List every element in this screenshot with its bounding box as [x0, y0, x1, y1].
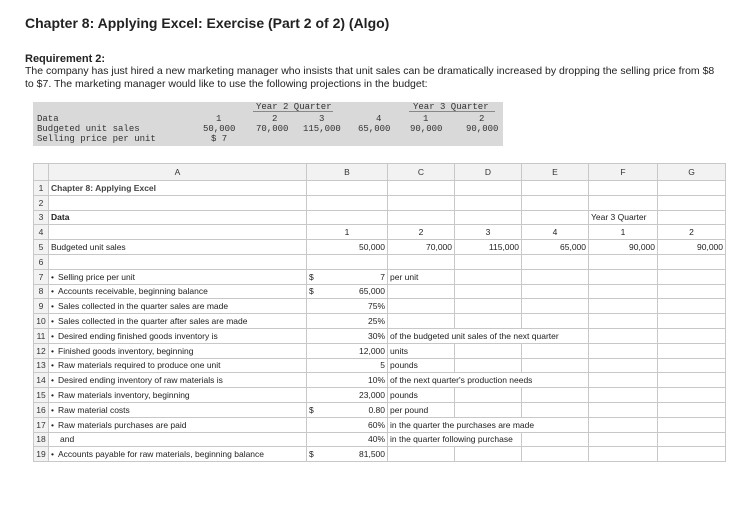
cell[interactable]	[658, 417, 726, 432]
label: Desired ending inventory of raw materials is	[58, 375, 223, 386]
cell[interactable]	[455, 181, 522, 196]
cell[interactable]	[589, 269, 658, 284]
cell[interactable]	[388, 181, 455, 196]
cell-b12[interactable]: 12,000	[307, 343, 388, 358]
cell[interactable]	[455, 269, 522, 284]
projection-units-y3q1: 90,000	[410, 124, 443, 134]
label: Raw materials purchases are paid	[58, 419, 187, 430]
cell[interactable]	[658, 328, 726, 343]
cell-c7[interactable]: per unit	[388, 269, 455, 284]
cell[interactable]	[455, 343, 522, 358]
row-header[interactable]: 11	[34, 328, 49, 343]
cell[interactable]	[388, 447, 455, 462]
year3-header: Year 3 Quarter	[413, 102, 489, 112]
label: Raw materials required to produce one unit	[58, 360, 221, 371]
cell[interactable]	[522, 432, 589, 447]
projection-units-label: Budgeted unit sales	[37, 124, 140, 134]
value: 7	[380, 271, 385, 282]
cell[interactable]	[455, 447, 522, 462]
cell[interactable]	[522, 388, 589, 403]
cell-a3[interactable]: Data	[49, 210, 307, 225]
cell[interactable]	[455, 299, 522, 314]
row-header[interactable]: 19	[34, 447, 49, 462]
cell[interactable]	[658, 358, 726, 373]
row-header[interactable]: 2	[34, 195, 49, 210]
cell[interactable]	[522, 358, 589, 373]
col-header-a[interactable]: A	[49, 164, 307, 181]
col-header-d[interactable]: D	[455, 164, 522, 181]
dollar-sign: $	[309, 449, 314, 460]
projection-units-q3: 115,000	[303, 124, 341, 134]
cell-d5[interactable]: 115,000	[455, 240, 522, 255]
cell[interactable]	[658, 195, 726, 210]
cell[interactable]	[522, 402, 589, 417]
projection-price: $ 7	[211, 134, 228, 144]
projection-q1: 1	[216, 114, 222, 124]
cell[interactable]	[658, 402, 726, 417]
cell[interactable]	[589, 328, 658, 343]
value: 65,000	[359, 286, 385, 297]
label: Desired ending finished goods inventory is	[58, 330, 218, 341]
cell[interactable]	[658, 314, 726, 329]
cell[interactable]	[49, 225, 307, 240]
row-header[interactable]: 3	[34, 210, 49, 225]
col-header-g[interactable]: G	[658, 164, 726, 181]
cell[interactable]	[455, 195, 522, 210]
cell-g4[interactable]: 2	[658, 225, 726, 240]
cell[interactable]	[658, 373, 726, 388]
cell[interactable]	[388, 210, 455, 225]
cell-c5[interactable]: 70,000	[388, 240, 455, 255]
cell-a11[interactable]	[49, 328, 307, 343]
cell-a10[interactable]	[49, 314, 307, 329]
cell[interactable]	[589, 299, 658, 314]
projection-q4: 4	[376, 114, 382, 124]
dollar-sign: $	[309, 271, 314, 282]
cell-c16[interactable]: per pound	[388, 402, 455, 417]
cell[interactable]	[589, 314, 658, 329]
projection-units-q1: 50,000	[203, 124, 236, 134]
cell-b16[interactable]	[307, 402, 388, 417]
row-header[interactable]: 13	[34, 358, 49, 373]
bullet: •	[51, 271, 54, 282]
cell[interactable]	[388, 254, 455, 269]
cell[interactable]	[522, 284, 589, 299]
bullet: •	[51, 419, 54, 430]
cell-b11[interactable]: 30%	[307, 328, 388, 343]
cell-b15[interactable]: 23,000	[307, 388, 388, 403]
cell-c13[interactable]: pounds	[388, 358, 455, 373]
row-header[interactable]: 16	[34, 402, 49, 417]
label: Accounts payable for raw materials, beginning balance	[58, 449, 265, 460]
label: Raw material costs	[58, 404, 130, 415]
corner-cell[interactable]	[34, 164, 49, 181]
cell-f4[interactable]: 1	[589, 225, 658, 240]
projection-units-q4: 65,000	[358, 124, 391, 134]
cell-a17[interactable]	[49, 417, 307, 432]
bullet: •	[51, 316, 54, 327]
label: Sales collected in the quarter after sales are made	[58, 316, 248, 327]
row-header[interactable]: 1	[34, 181, 49, 196]
row-header[interactable]: 5	[34, 240, 49, 255]
bullet: •	[51, 390, 54, 401]
cell[interactable]	[658, 254, 726, 269]
projection-table	[33, 102, 503, 146]
cell[interactable]	[455, 314, 522, 329]
cell-f3[interactable]: Year 3 Quarter	[589, 210, 658, 225]
spreadsheet	[33, 163, 726, 462]
cell[interactable]	[455, 254, 522, 269]
cell-b13[interactable]: 5	[307, 358, 388, 373]
bullet: •	[51, 345, 54, 356]
year2-header: Year 2 Quarter	[256, 102, 332, 112]
cell-c12[interactable]: units	[388, 343, 455, 358]
label: Accounts receivable, beginning balance	[58, 286, 208, 297]
projection-q2: 2	[272, 114, 278, 124]
cell[interactable]	[388, 284, 455, 299]
label: Finished goods inventory, beginning	[58, 345, 194, 356]
cell-b8[interactable]	[307, 284, 388, 299]
cell[interactable]	[589, 254, 658, 269]
cell-a5[interactable]: Budgeted unit sales	[49, 240, 307, 255]
value: 81,500	[359, 449, 385, 460]
cell-c18[interactable]: in the quarter following purchase	[388, 432, 522, 447]
requirement-heading: Requirement 2:	[25, 53, 106, 65]
bullet: •	[51, 286, 54, 297]
cell-c17[interactable]: in the quarter the purchases are made	[388, 417, 589, 432]
cell-c11[interactable]: of the budgeted unit sales of the next quarter	[388, 328, 589, 343]
col-header-b[interactable]: B	[307, 164, 388, 181]
cell[interactable]	[589, 195, 658, 210]
label: Sales collected in the quarter sales are made	[58, 301, 229, 312]
dollar-sign: $	[309, 404, 314, 415]
cell-a1[interactable]: Chapter 8: Applying Excel	[49, 181, 307, 196]
projection-y3q1: 1	[423, 114, 429, 124]
cell-a18[interactable]: and	[49, 432, 307, 447]
cell-b18[interactable]: 40%	[307, 432, 388, 447]
cell[interactable]	[455, 388, 522, 403]
page-title: Chapter 8: Applying Excel: Exercise (Part 2 of 2) (Algo)	[25, 15, 390, 31]
bullet: •	[51, 360, 54, 371]
cell[interactable]	[522, 447, 589, 462]
cell-b7[interactable]	[307, 269, 388, 284]
cell[interactable]	[658, 299, 726, 314]
projection-data-label: Data	[37, 114, 59, 124]
row-header[interactable]: 4	[34, 225, 49, 240]
cell-a9[interactable]	[49, 299, 307, 314]
cell[interactable]	[589, 284, 658, 299]
cell[interactable]	[522, 299, 589, 314]
row-header[interactable]: 7	[34, 269, 49, 284]
row-header[interactable]: 10	[34, 314, 49, 329]
cell[interactable]	[589, 447, 658, 462]
row-header[interactable]: 12	[34, 343, 49, 358]
bullet: •	[51, 404, 54, 415]
cell[interactable]	[455, 210, 522, 225]
cell[interactable]	[307, 210, 388, 225]
cell-a8[interactable]	[49, 284, 307, 299]
cell[interactable]	[49, 195, 307, 210]
projection-y3q2: 2	[479, 114, 485, 124]
cell-b9[interactable]: 75%	[307, 299, 388, 314]
cell[interactable]	[658, 343, 726, 358]
cell-b14[interactable]: 10%	[307, 373, 388, 388]
bullet: •	[51, 449, 54, 460]
cell[interactable]	[522, 210, 589, 225]
projection-price-label: Selling price per unit	[37, 134, 156, 144]
row-header[interactable]: 17	[34, 417, 49, 432]
cell[interactable]	[658, 210, 726, 225]
bullet: •	[51, 330, 54, 341]
col-header-e[interactable]: E	[522, 164, 589, 181]
cell[interactable]	[658, 447, 726, 462]
cell[interactable]	[589, 402, 658, 417]
cell[interactable]	[49, 254, 307, 269]
cell[interactable]	[589, 343, 658, 358]
cell[interactable]	[307, 254, 388, 269]
cell[interactable]	[522, 343, 589, 358]
label: Raw materials inventory, beginning	[58, 390, 190, 401]
row-header[interactable]: 9	[34, 299, 49, 314]
cell-e5[interactable]: 65,000	[522, 240, 589, 255]
cell[interactable]	[658, 432, 726, 447]
cell[interactable]	[388, 195, 455, 210]
cell-c4[interactable]: 2	[388, 225, 455, 240]
cell[interactable]	[307, 195, 388, 210]
cell-b5[interactable]: 50,000	[307, 240, 388, 255]
cell[interactable]	[658, 269, 726, 284]
bullet: •	[51, 375, 54, 386]
cell-a16[interactable]	[49, 402, 307, 417]
cell-a12[interactable]	[49, 343, 307, 358]
col-header-f[interactable]: F	[589, 164, 658, 181]
row-header[interactable]: 8	[34, 284, 49, 299]
cell[interactable]	[658, 284, 726, 299]
cell-a15[interactable]	[49, 388, 307, 403]
projection-units-y3q2: 90,000	[466, 124, 499, 134]
cell[interactable]	[589, 358, 658, 373]
cell[interactable]	[658, 181, 726, 196]
cell-a7[interactable]	[49, 269, 307, 284]
row-header[interactable]: 6	[34, 254, 49, 269]
cell[interactable]	[388, 299, 455, 314]
cell-g5[interactable]: 90,000	[658, 240, 726, 255]
dollar-sign: $	[309, 286, 314, 297]
cell-b17[interactable]: 60%	[307, 417, 388, 432]
cell[interactable]	[589, 181, 658, 196]
bullet: •	[51, 301, 54, 312]
cell[interactable]	[589, 373, 658, 388]
cell[interactable]	[522, 269, 589, 284]
cell-c15[interactable]: pounds	[388, 388, 455, 403]
projection-q3: 3	[319, 114, 325, 124]
cell-d4[interactable]: 3	[455, 225, 522, 240]
cell-b19[interactable]	[307, 447, 388, 462]
cell-a14[interactable]	[49, 373, 307, 388]
cell[interactable]	[522, 314, 589, 329]
cell[interactable]	[455, 358, 522, 373]
row-header[interactable]: 14	[34, 373, 49, 388]
cell[interactable]	[658, 388, 726, 403]
cell[interactable]	[522, 254, 589, 269]
cell-c14[interactable]: of the next quarter's production needs	[388, 373, 589, 388]
cell-e4[interactable]: 4	[522, 225, 589, 240]
cell[interactable]	[522, 195, 589, 210]
cell-a13[interactable]	[49, 358, 307, 373]
projection-units-q2: 70,000	[256, 124, 289, 134]
cell-f5[interactable]: 90,000	[589, 240, 658, 255]
cell[interactable]	[455, 284, 522, 299]
cell[interactable]	[307, 181, 388, 196]
cell[interactable]	[388, 314, 455, 329]
cell[interactable]	[589, 432, 658, 447]
col-header-c[interactable]: C	[388, 164, 455, 181]
cell[interactable]	[522, 181, 589, 196]
requirement-text: The company has just hired a new marketing manager who insists that unit sales can be dramatically increased by dropping the selling price from $8 to $7. The marketing manager would like to use the following projections in the budget:	[25, 65, 715, 90]
cell-a19[interactable]	[49, 447, 307, 462]
cell[interactable]	[589, 388, 658, 403]
value: 0.80	[368, 404, 385, 415]
cell[interactable]	[589, 417, 658, 432]
row-header[interactable]: 18	[34, 432, 49, 447]
cell-b4[interactable]: 1	[307, 225, 388, 240]
cell[interactable]	[455, 402, 522, 417]
cell-b10[interactable]: 25%	[307, 314, 388, 329]
label: Selling price per unit	[58, 271, 136, 282]
row-header[interactable]: 15	[34, 388, 49, 403]
